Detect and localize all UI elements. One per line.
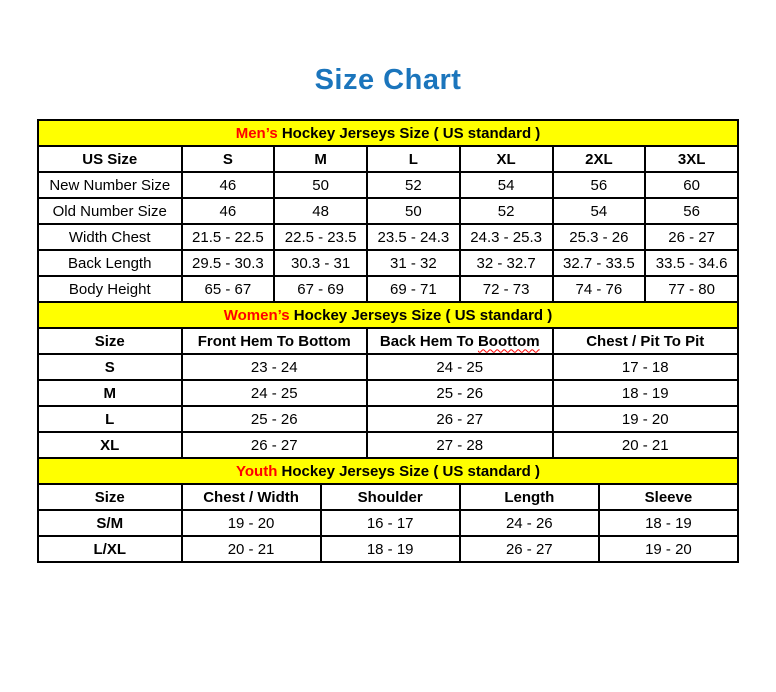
- mens-column-header: 3XL: [645, 146, 738, 172]
- youth-column-header: Length: [460, 484, 599, 510]
- womens-row-label: M: [38, 380, 182, 406]
- womens-table-row: [38, 406, 738, 432]
- womens-column-header: Back Hem To Boottom: [367, 328, 553, 354]
- womens-value-cell: 25 - 26: [182, 406, 368, 432]
- mens-value-cell: 67 - 69: [274, 276, 367, 302]
- youth-header-row: [38, 484, 738, 510]
- womens-value-cell: 27 - 28: [367, 432, 553, 458]
- mens-value-cell: 69 - 71: [367, 276, 460, 302]
- mens-table-row: [38, 198, 738, 224]
- youth-caption-accent: Youth: [236, 462, 278, 480]
- mens-value-cell: 26 - 27: [645, 224, 738, 250]
- size-chart-tables: [37, 119, 739, 563]
- mens-value-cell: 50: [274, 172, 367, 198]
- mens-value-cell: 31 - 32: [367, 250, 460, 276]
- mens-row-label: Width Chest: [38, 224, 182, 250]
- womens-table-row: [38, 432, 738, 458]
- youth-row-label: L/XL: [38, 536, 182, 562]
- misspelled-word: Boottom: [477, 332, 540, 350]
- mens-row-label: Body Height: [38, 276, 182, 302]
- womens-value-cell: 17 - 18: [553, 354, 739, 380]
- womens-value-cell: 24 - 25: [182, 380, 368, 406]
- youth-value-cell: 20 - 21: [182, 536, 321, 562]
- mens-table-row: [38, 172, 738, 198]
- youth-value-cell: 26 - 27: [460, 536, 599, 562]
- mens-table-row: [38, 250, 738, 276]
- mens-value-cell: 54: [553, 198, 646, 224]
- mens-column-header: M: [274, 146, 367, 172]
- mens-value-cell: 33.5 - 34.6: [645, 250, 738, 276]
- mens-value-cell: 22.5 - 23.5: [274, 224, 367, 250]
- mens-row-label: New Number Size: [38, 172, 182, 198]
- womens-row-label: L: [38, 406, 182, 432]
- womens-value-cell: 26 - 27: [367, 406, 553, 432]
- mens-caption-accent: Men’s: [235, 124, 278, 142]
- mens-value-cell: 60: [645, 172, 738, 198]
- mens-value-cell: 77 - 80: [645, 276, 738, 302]
- womens-row-label: S: [38, 354, 182, 380]
- mens-column-header: L: [367, 146, 460, 172]
- mens-value-cell: 52: [367, 172, 460, 198]
- mens-value-cell: 56: [553, 172, 646, 198]
- mens-size-table: [37, 119, 739, 303]
- womens-value-cell: 23 - 24: [182, 354, 368, 380]
- mens-value-cell: 30.3 - 31: [274, 250, 367, 276]
- youth-caption-row: [38, 458, 738, 484]
- mens-table-row: [38, 224, 738, 250]
- page-title: Size Chart: [314, 64, 462, 96]
- mens-value-cell: 32.7 - 33.5: [553, 250, 646, 276]
- mens-column-header: S: [182, 146, 275, 172]
- youth-value-cell: 18 - 19: [321, 536, 460, 562]
- mens-caption-row: [38, 120, 738, 146]
- womens-column-header: Size: [38, 328, 182, 354]
- mens-caption-text: Hockey Jerseys Size ( US standard ): [281, 124, 541, 142]
- womens-caption-accent: Women’s: [223, 306, 290, 324]
- mens-value-cell: 54: [460, 172, 553, 198]
- youth-caption: [38, 458, 738, 484]
- mens-value-cell: 65 - 67: [182, 276, 275, 302]
- mens-value-cell: 74 - 76: [553, 276, 646, 302]
- womens-value-cell: 24 - 25: [367, 354, 553, 380]
- mens-value-cell: 23.5 - 24.3: [367, 224, 460, 250]
- mens-column-header: XL: [460, 146, 553, 172]
- womens-value-cell: 20 - 21: [553, 432, 739, 458]
- youth-column-header: Chest / Width: [182, 484, 321, 510]
- mens-value-cell: 24.3 - 25.3: [460, 224, 553, 250]
- youth-value-cell: 24 - 26: [460, 510, 599, 536]
- mens-value-cell: 29.5 - 30.3: [182, 250, 275, 276]
- mens-value-cell: 48: [274, 198, 367, 224]
- mens-value-cell: 50: [367, 198, 460, 224]
- womens-caption-row: [38, 302, 738, 328]
- mens-value-cell: 25.3 - 26: [553, 224, 646, 250]
- mens-row-label: Back Length: [38, 250, 182, 276]
- mens-row-label: Old Number Size: [38, 198, 182, 224]
- womens-value-cell: 19 - 20: [553, 406, 739, 432]
- mens-column-header: US Size: [38, 146, 182, 172]
- youth-value-cell: 19 - 20: [599, 536, 738, 562]
- mens-value-cell: 32 - 32.7: [460, 250, 553, 276]
- womens-header-row: [38, 328, 738, 354]
- mens-value-cell: 52: [460, 198, 553, 224]
- womens-table-row: [38, 380, 738, 406]
- womens-caption: [38, 302, 738, 328]
- youth-table-row: [38, 510, 738, 536]
- youth-row-label: S/M: [38, 510, 182, 536]
- womens-caption-text: Hockey Jerseys Size ( US standard ): [293, 306, 553, 324]
- mens-value-cell: 56: [645, 198, 738, 224]
- womens-table-row: [38, 354, 738, 380]
- womens-value-cell: 25 - 26: [367, 380, 553, 406]
- womens-column-header: Front Hem To Bottom: [182, 328, 368, 354]
- youth-value-cell: 19 - 20: [182, 510, 321, 536]
- youth-column-header: Shoulder: [321, 484, 460, 510]
- youth-caption-text: Hockey Jerseys Size ( US standard ): [281, 462, 540, 480]
- mens-value-cell: 46: [182, 198, 275, 224]
- womens-row-label: XL: [38, 432, 182, 458]
- youth-size-table: [37, 457, 739, 563]
- youth-column-header: Size: [38, 484, 182, 510]
- womens-size-table: [37, 301, 739, 459]
- youth-column-header: Sleeve: [599, 484, 738, 510]
- mens-column-header: 2XL: [553, 146, 646, 172]
- youth-table-row: [38, 536, 738, 562]
- womens-value-cell: 18 - 19: [553, 380, 739, 406]
- mens-value-cell: 72 - 73: [460, 276, 553, 302]
- youth-value-cell: 18 - 19: [599, 510, 738, 536]
- mens-value-cell: 21.5 - 22.5: [182, 224, 275, 250]
- mens-header-row: [38, 146, 738, 172]
- mens-value-cell: 46: [182, 172, 275, 198]
- youth-value-cell: 16 - 17: [321, 510, 460, 536]
- womens-column-header: Chest / Pit To Pit: [553, 328, 739, 354]
- mens-table-row: [38, 276, 738, 302]
- mens-caption: [38, 120, 738, 146]
- womens-value-cell: 26 - 27: [182, 432, 368, 458]
